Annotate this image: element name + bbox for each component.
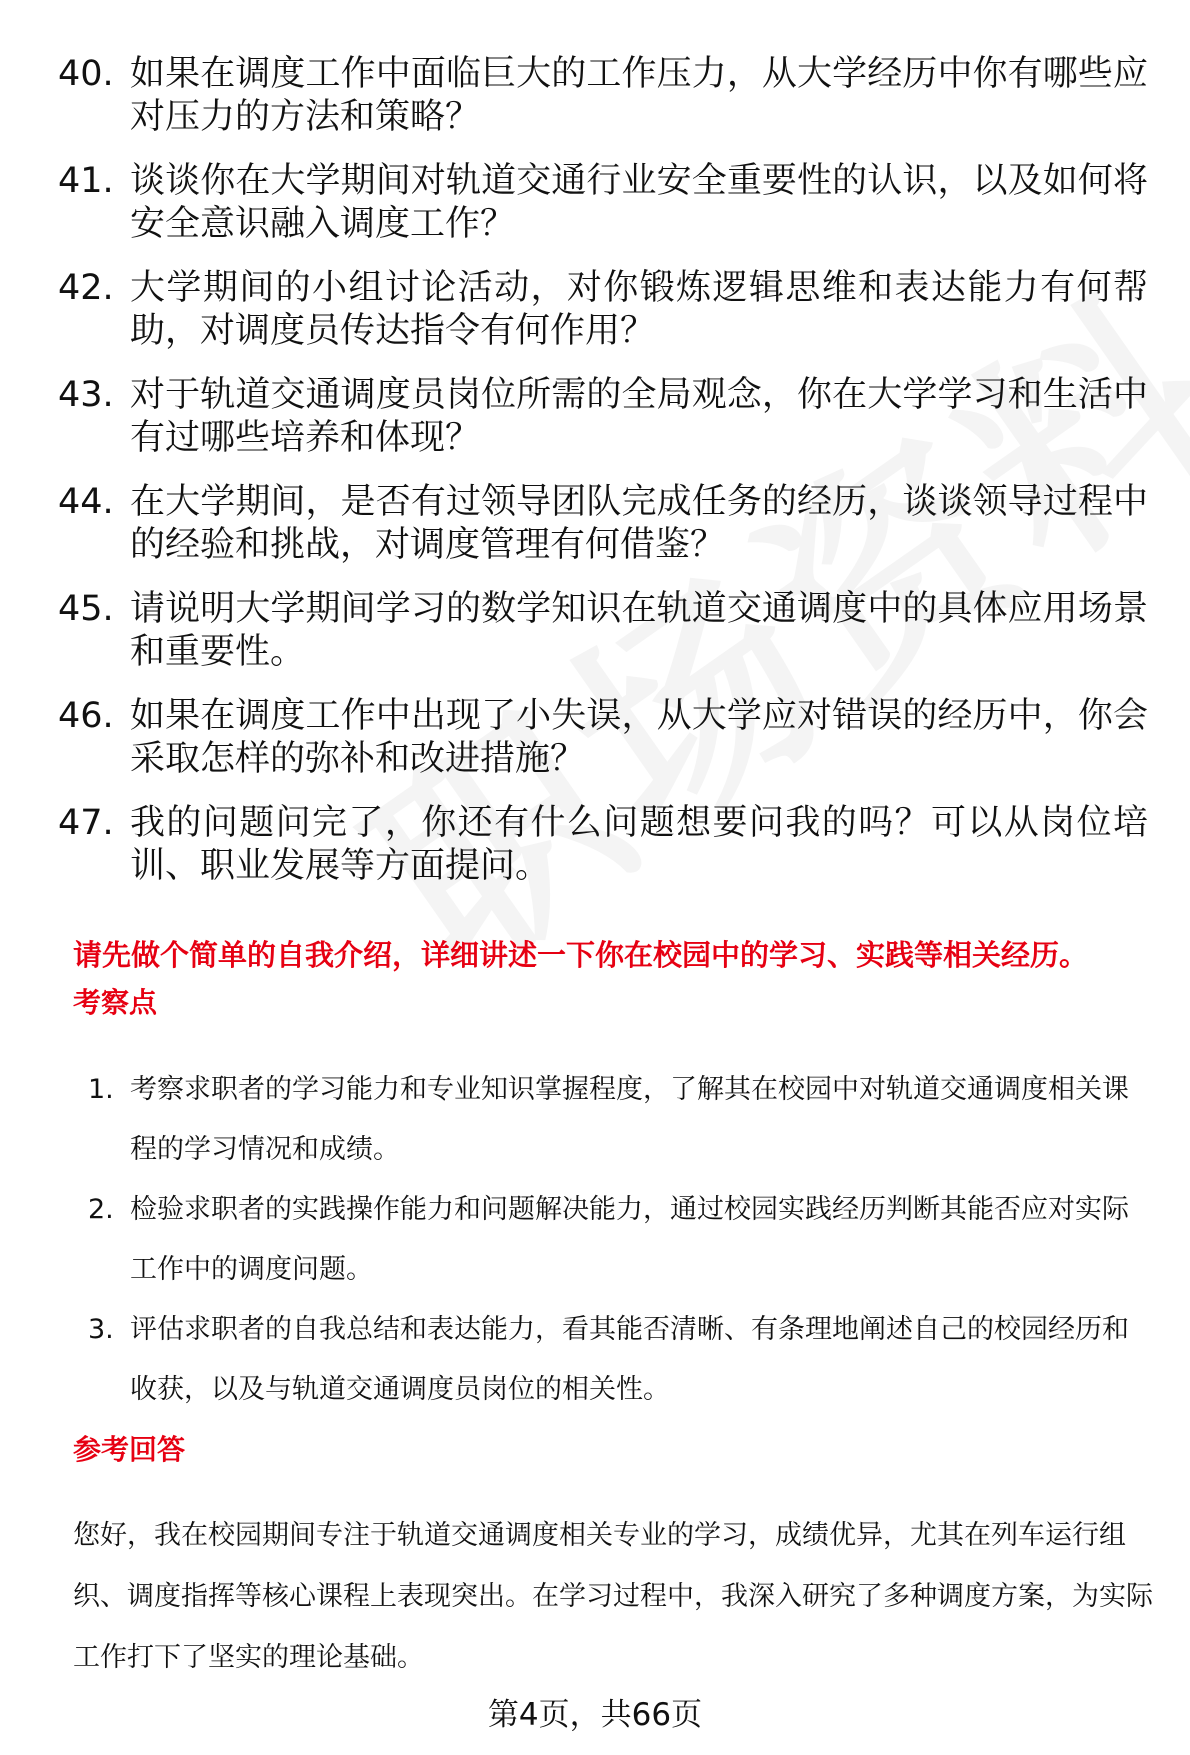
exam-points-label: 考察点 bbox=[73, 986, 158, 1019]
question-text: 谈谈你在大学期间对轨道交通行业安全重要性的认识，以及如何将安全意识融入调度工作？ bbox=[130, 161, 1148, 244]
question-item bbox=[58, 802, 1148, 888]
question-number: 46. bbox=[58, 696, 114, 736]
featured-question-heading: 请先做个简单的自我介绍，详细讲述一下你在校园中的学习、实践等相关经历。 bbox=[73, 938, 1089, 972]
exam-point-text: 评估求职者的自我总结和表达能力，看其能否清晰、有条理地阐述自己的校园经历和收获，以及与轨道交通调度员岗位的相关性。 bbox=[130, 1314, 1129, 1405]
question-text: 对于轨道交通调度员岗位所需的全局观念，你在大学学习和生活中有过哪些培养和体现？ bbox=[130, 375, 1148, 458]
question-text: 我的问题问完了，你还有什么问题想要问我的吗？可以从岗位培训、职业发展等方面提问。 bbox=[130, 803, 1148, 886]
question-item bbox=[58, 160, 1148, 246]
question-item bbox=[58, 374, 1148, 460]
question-item bbox=[58, 481, 1148, 567]
question-item bbox=[58, 53, 1148, 139]
question-item bbox=[58, 588, 1148, 674]
question-number: 47. bbox=[58, 803, 114, 843]
question-item bbox=[58, 267, 1148, 353]
question-number: 40. bbox=[58, 54, 114, 94]
question-text: 在大学期间，是否有过领导团队完成任务的经历，谈谈领导过程中的经验和挑战，对调度管理有何借鉴？ bbox=[130, 482, 1148, 565]
exam-point-text: 检验求职者的实践操作能力和问题解决能力，通过校园实践经历判断其能否应对实际工作中的调度问题。 bbox=[130, 1194, 1129, 1285]
question-number: 43. bbox=[58, 375, 114, 415]
reference-answer-text: 您好，我在校园期间专注于轨道交通调度相关专业的学习，成绩优异，尤其在列车运行组织、调度指挥等核心课程上表现突出。在学习过程中，我深入研究了多种调度方案，为实际工作打下了坚实的理论基础。 bbox=[73, 1520, 1153, 1673]
exam-point-item bbox=[88, 1300, 1150, 1420]
question-text: 如果在调度工作中面临巨大的工作压力，从大学经历中你有哪些应对压力的方法和策略？ bbox=[130, 54, 1148, 137]
question-number: 42. bbox=[58, 268, 114, 308]
exam-point-item bbox=[88, 1180, 1150, 1300]
question-text: 请说明大学期间学习的数学知识在轨道交通调度中的具体应用场景和重要性。 bbox=[130, 589, 1148, 672]
exam-point-number: 3. bbox=[88, 1314, 114, 1345]
question-number: 41. bbox=[58, 161, 114, 201]
exam-point-number: 2. bbox=[88, 1194, 114, 1225]
exam-points-list bbox=[88, 1060, 1150, 1420]
question-number: 44. bbox=[58, 482, 114, 522]
exam-point-text: 考察求职者的学习能力和专业知识掌握程度，了解其在校园中对轨道交通调度相关课程的学习情况和成绩。 bbox=[130, 1074, 1129, 1165]
exam-point-number: 1. bbox=[88, 1074, 114, 1105]
question-list bbox=[58, 53, 1148, 909]
question-item bbox=[58, 695, 1148, 781]
exam-point-item bbox=[88, 1060, 1150, 1180]
question-number: 45. bbox=[58, 589, 114, 629]
page-footer: 第4页，共66页 bbox=[487, 1697, 703, 1733]
reference-answer-label: 参考回答 bbox=[73, 1433, 186, 1466]
question-text: 大学期间的小组讨论活动，对你锻炼逻辑思维和表达能力有何帮助，对调度员传达指令有何作用？ bbox=[130, 268, 1148, 351]
question-text: 如果在调度工作中出现了小失误，从大学应对错误的经历中，你会采取怎样的弥补和改进措施？ bbox=[130, 696, 1148, 779]
